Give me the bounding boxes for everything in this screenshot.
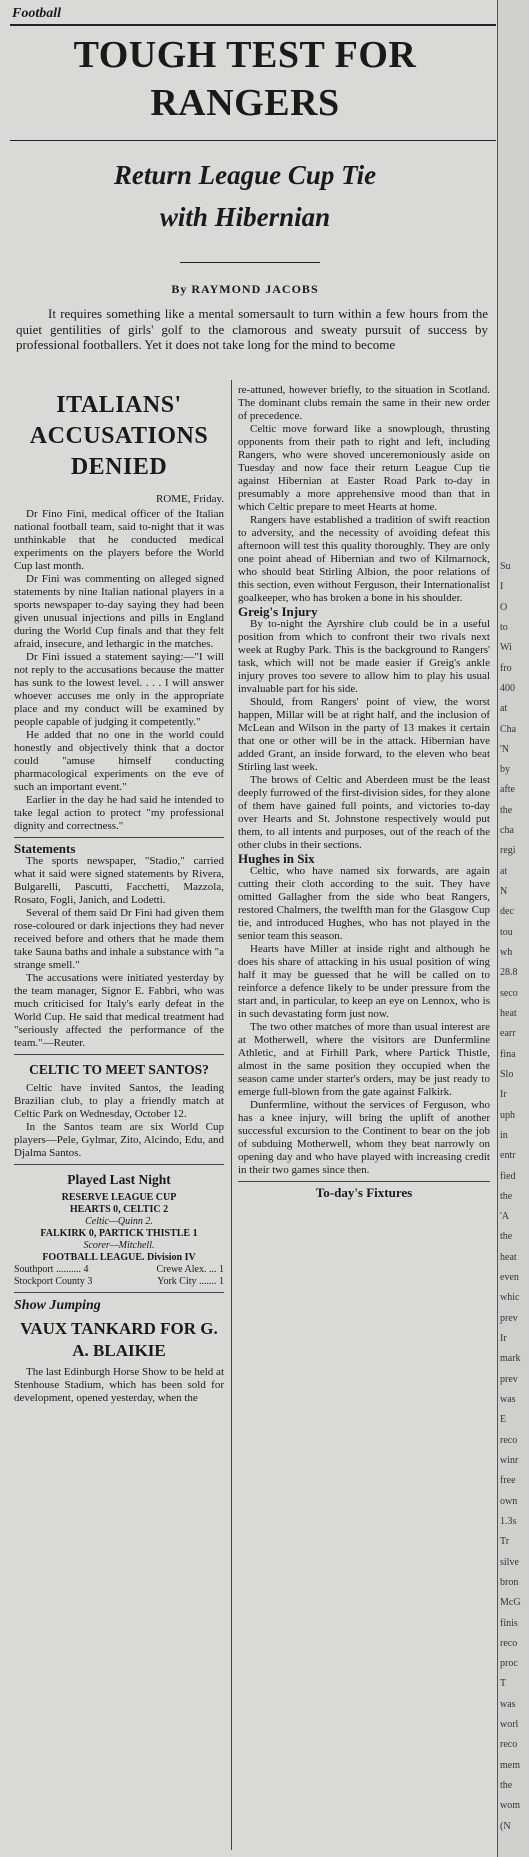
results-block	[14, 1192, 224, 1288]
article-paragraph: Celtic move forward like a snowplough, thrusting opponents from their path to right and left, including Rangers, who were shoved unceremoniously aside on Tuesday and now face their return League Cup tie against Hibernian at Easter Road Park to-day in presumably a more apprehensive mood than that in which Celtic prepare to meet Hearts at home.	[238, 423, 490, 513]
edge-fragment: prev	[500, 1312, 518, 1324]
article-paragraph: Rangers have established a tradition of swift reaction to adversity, and the necessity of avoiding defeat this afternoon will test this quality thoroughly. They are only one point ahead of Hibernian and two of Kilmarnock, who should beat Stirling Albion, the poor relations of this section, even without Ferguson, their Internationalist goalkeeper, who has broken a bone in his shoulder.	[238, 514, 490, 604]
article-paragraph: Dunfermline, without the services of Ferguson, who has a knee injury, will bring the uplift of another successful excursion to the Continent to bear on the job of subduing Motherwell, whom they beat narrowly on opening day and who have played with increasing credit in their two games since then.	[238, 1099, 490, 1176]
show-jumping-label: Show Jumping	[14, 1298, 101, 1313]
edge-fragment: (N	[500, 1820, 511, 1832]
edge-fragment: T	[500, 1678, 507, 1690]
left-column	[14, 384, 224, 1405]
result-line: HEARTS 0, CELTIC 2	[69, 1204, 169, 1215]
edge-fragment: wh	[500, 947, 513, 959]
edge-fragment: worl	[500, 1719, 519, 1731]
divider	[14, 1054, 224, 1055]
edge-fragment: whic	[500, 1292, 520, 1304]
edge-fragment: in	[500, 1129, 508, 1141]
edge-fragment: reco	[500, 1637, 518, 1649]
result-row	[14, 1264, 224, 1276]
reserve-league-head: RESERVE LEAGUE CUP	[61, 1192, 177, 1203]
subhead-line-2: with Hibernian	[159, 202, 331, 232]
article-paragraph: Earlier in the day he had said he intended to take legal action to protect "my professional dignity and correctness."	[14, 794, 224, 832]
edge-fragment: seco	[500, 987, 518, 999]
edge-fragment: the	[500, 804, 513, 816]
edge-fragment: the	[500, 1231, 513, 1243]
edge-fragment: uph	[500, 1109, 515, 1121]
article-paragraph: re-attuned, however briefly, to the situation in Scotland. The dominant clubs remain the same in their new order of precedence.	[238, 384, 490, 422]
edge-fragment: afte	[500, 784, 515, 796]
edge-fragment: fro	[500, 662, 512, 674]
edge-fragment: cha	[500, 825, 514, 837]
edge-fragment: even	[500, 1272, 519, 1284]
subhead-rule	[180, 262, 320, 263]
edge-fragment: tou	[500, 926, 513, 938]
todays-fixtures-subhead: To-day's Fixtures	[315, 1185, 413, 1200]
article-paragraph: Celtic, who have named six forwards, are again cutting their cloth according to the suit. They have omitted Gallagher from the side who beat Rangers, restored Chalmers, the twelfth man for the Glasgow Cup tie, and introduced Hughes, who has not played in the senior team this season.	[238, 865, 490, 942]
edge-fragment: reco	[500, 1434, 518, 1446]
lead-paragraph: It requires something like a mental somersault to turn within a few hours from the quiet gentilities of girls' golf to the clamorous and sweaty pursuit of success by professional footballers. Yet it does not take long for the mind to become	[16, 306, 488, 352]
article-paragraph: The accusations were initiated yesterday by the team manager, Signor E. Fabbri, who was much criticised for Italy's early defeat in the World Cup. He said that medical treatment had "seriously affected the performance of the team."—Reuter.	[14, 972, 224, 1049]
edge-fragment: to	[500, 621, 508, 633]
edge-fragment: Ir	[500, 1333, 507, 1345]
article-paragraph: The last Edinburgh Horse Show to be held at Stenhouse Stadium, which has been sold for development, opened yesterday, when the	[14, 1366, 224, 1404]
dateline: ROME, Friday.	[155, 493, 224, 505]
edge-fragment: 'N	[500, 743, 510, 755]
edge-fragment: at	[500, 865, 508, 877]
edge-fragment: Cha	[500, 723, 517, 735]
result-away: Crewe Alex. ... 1	[156, 1264, 224, 1275]
headline-rule	[10, 140, 496, 141]
byline: By RAYMOND JACOBS	[171, 282, 319, 296]
italians-headline: ITALIANS' ACCUSATIONS DENIED	[29, 392, 209, 480]
article-paragraph: In the Santos team are six World Cup players—Pele, Gylmar, Zito, Alcindo, Edu, and Djalma Santos.	[14, 1121, 224, 1159]
headline-line-1: TOUGH TEST FOR	[73, 34, 417, 76]
edge-fragment: Ir	[500, 1089, 507, 1101]
edge-fragment: finis	[500, 1617, 518, 1629]
edge-fragment: McG	[500, 1597, 521, 1609]
article-paragraph: He added that no one in the world could honestly and objectively think that a doctor could "amuse himself conducting pharmacological experiments on the eve of such an important event."	[14, 729, 224, 793]
vaux-tankard-headline: VAUX TANKARD FOR G. A. BLAIKIE	[20, 1319, 218, 1360]
divider	[14, 837, 224, 838]
divider	[14, 1164, 224, 1165]
edge-fragment: regi	[500, 845, 516, 857]
edge-fragment: Wi	[500, 642, 512, 654]
edge-fragment: dec	[500, 906, 514, 918]
edge-fragment: Su	[500, 561, 511, 572]
football-league-head: FOOTBALL LEAGUE. Division IV	[42, 1252, 196, 1263]
edge-fragment: the	[500, 1190, 513, 1202]
article-paragraph: Several of them said Dr Fini had given them rose-coloured or dark injections they had never received before and others that he made them take Sauna baths and inhale a substance with "a strange smell."	[14, 907, 224, 971]
celtic-santos-headline: CELTIC TO MEET SANTOS?	[29, 1062, 209, 1077]
subhead-line-1: Return League Cup Tie	[113, 160, 377, 190]
result-row	[14, 1276, 224, 1288]
edge-fragment: mem	[500, 1759, 520, 1771]
headline-line-2: RANGERS	[150, 82, 340, 124]
article-paragraph: Dr Fino Fini, medical officer of the Italian national football team, said to-night that it was unthinkable that he conducted medical experiments on the players before the World Cup last month.	[14, 508, 224, 572]
article-paragraph: The two other matches of more than usual interest are at Motherwell, where the visitors are Dunfermline Athletic, and at Firhill Park, where Partick Thistle, almost in the same position they occupied when the season came under starter's orders, may be just ready to emerge full-blown from the gate against Falkirk.	[238, 1021, 490, 1098]
edge-fragment: E	[500, 1414, 507, 1426]
edge-fragment: heat	[500, 1251, 517, 1263]
edge-fragment: by	[500, 764, 510, 776]
edge-fragment: I	[500, 581, 504, 593]
edge-fragment: the	[500, 1780, 513, 1792]
hughes-in-six-subhead: Hughes in Six	[238, 851, 315, 866]
article-paragraph: Celtic have invited Santos, the leading Brazilian club, to play a friendly match at Celtic Park on Wednesday, October 12.	[14, 1082, 224, 1120]
edge-fragment: Slo	[500, 1068, 514, 1080]
edge-fragment: O	[500, 601, 508, 613]
edge-fragment: at	[500, 703, 508, 715]
divider	[14, 1292, 224, 1293]
greig-injury-subhead: Greig's Injury	[238, 604, 318, 619]
edge-fragment: winr	[500, 1454, 519, 1466]
edge-fragment: N	[500, 886, 508, 898]
edge-fragment: fina	[500, 1048, 516, 1060]
result-home: Stockport County 3	[14, 1276, 93, 1287]
edge-fragment: reco	[500, 1739, 518, 1751]
edge-fragment: heat	[500, 1007, 517, 1019]
edge-fragment: 'A	[500, 1211, 510, 1223]
article-paragraph: Should, from Rangers' point of view, the worst happen, Millar will be at right half, and the inclusion of McLean and Wilson in the party of 13 makes it certain that one or other will be in the attack. Hibernian have added Grant, an inside forward, to the eleven who beat Stirling last week.	[238, 696, 490, 773]
divider	[238, 1181, 490, 1182]
edge-fragment: own	[500, 1495, 518, 1507]
scorer-line: Celtic—Quinn 2.	[85, 1216, 153, 1227]
edge-fragment: mark	[500, 1353, 521, 1365]
statements-subhead: Statements	[14, 841, 76, 856]
edge-fragment: entr	[500, 1150, 516, 1162]
result-home: Southport .......... 4	[14, 1264, 89, 1275]
edge-fragment: 400	[500, 682, 515, 694]
article-paragraph: Dr Fini issued a statement saying:—"I will not reply to the accusations because the matter has sunk to the lowest level. . . . I will answer whoever accuses me only in the appropriate place and my conduct will be examined by people capable of judging it competently."	[14, 651, 224, 728]
article-paragraph: Hearts have Miller at inside right and although he does his share of attacking in his usual position of wing half it may be guessed that he will be called on to reinforce a defence likely to be under pressure from the start and, in particular, to keep an eye on Lennox, who is in such devastating form just now.	[238, 943, 490, 1020]
article-paragraph: Dr Fini was commenting on alleged signed statements by nine Italian national players in a sports newspaper to-day saying they had been given unusual injections and pills in England during the World Cup finals and that they felt afraid, insecure, and lethargic in the matches.	[14, 573, 224, 650]
article-paragraph: By to-night the Ayrshire club could be in a useful position from which to confront their two rivals next week at Rugby Park. This is the background to Rangers' task, which will not be made easier if Greig's ankle injury proves too severe to allow him to play his usual invaluable part for his side.	[238, 618, 490, 695]
edge-fragment: free	[500, 1475, 516, 1487]
edge-fragment: earr	[500, 1028, 516, 1040]
article-paragraph: The sports newspaper, "Stadio," carried what it said were signed statements by Rivera, Bulgarelli, Pascutti, Facchetti, Mazzola, Rosato, Fogli, Janich, and Lodetti.	[14, 855, 224, 906]
edge-fragment: bron	[500, 1576, 519, 1588]
edge-fragment: was	[500, 1698, 516, 1710]
played-last-night-headline: Played Last Night	[67, 1172, 171, 1187]
edge-fragment: wom	[500, 1800, 520, 1812]
edge-fragment: 28.8	[500, 967, 518, 979]
edge-fragment: silve	[500, 1556, 519, 1568]
edge-fragment: Tr	[500, 1536, 510, 1548]
scorer-line: Scorer—Mitchell.	[83, 1240, 155, 1251]
adjacent-column-edge	[497, 0, 529, 1857]
top-rule	[10, 24, 496, 26]
article-paragraph: The brows of Celtic and Aberdeen must be the least deeply furrowed of the first-division sides, for they alone of them have gained full points, and victories to-day over Hearts and St. Johnstone respectively would put them, to all intents and purposes, out of the reach of the other clubs in their sections.	[238, 774, 490, 851]
section-label: Football	[12, 6, 62, 21]
edge-fragment: fied	[500, 1170, 516, 1182]
edge-fragment: prev	[500, 1373, 518, 1385]
result-away: York City ....... 1	[157, 1276, 224, 1287]
edge-fragment: proc	[500, 1658, 518, 1670]
edge-fragment: was	[500, 1394, 516, 1406]
result-line: FALKIRK 0, PARTICK THISTLE 1	[40, 1228, 198, 1239]
right-column	[238, 384, 490, 1199]
column-rule	[231, 380, 232, 1850]
edge-fragment: 1.3s	[500, 1515, 517, 1527]
